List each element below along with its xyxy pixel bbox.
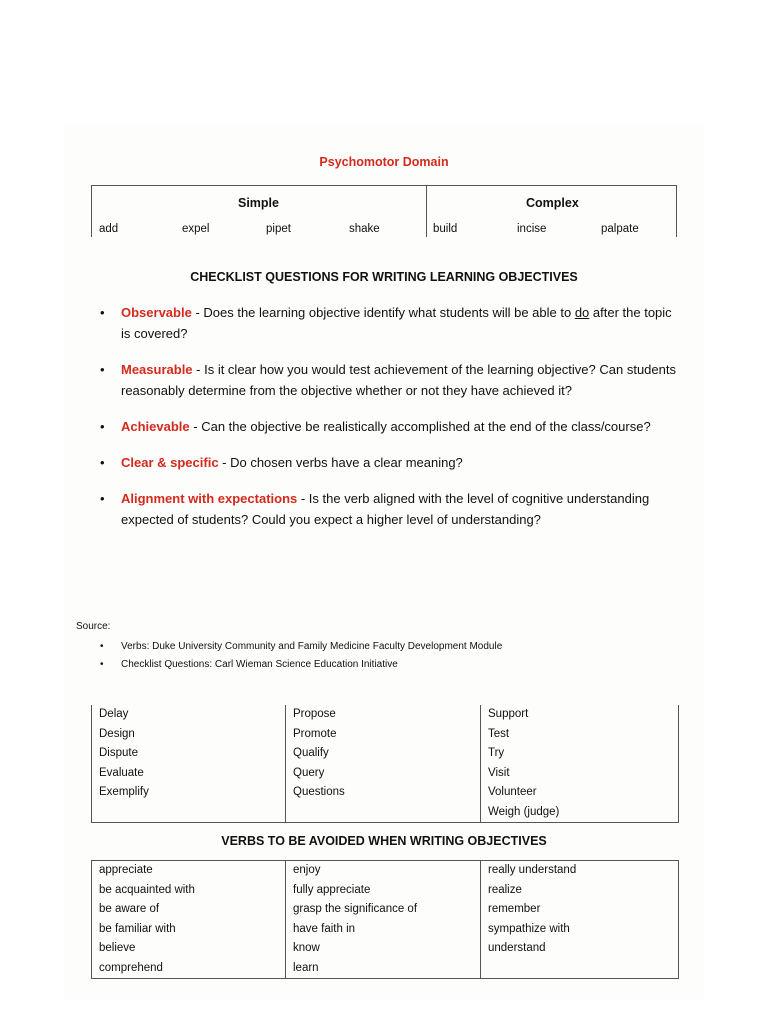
checklist-item [100,359,680,401]
table-row [92,725,679,745]
source-label: Source: [76,621,111,632]
table-cell: believe [92,939,286,959]
table-cell: realize [481,881,679,901]
table-row [92,900,679,920]
checklist-text: - Can the objective be realistically accomplished at the end of the class/course? [189,419,651,434]
table-cell: Exemplify [92,783,286,803]
table-cell: really understand [481,861,679,881]
bullet-icon: • [100,491,105,506]
checklist-text: - Does the learning objective identify what students will be able to [191,305,575,320]
checklist-text: after the topic is covered? [121,305,672,341]
avoid-table [91,860,679,979]
checklist-item [100,452,680,473]
table-cell: grasp the significance of [286,900,481,920]
table-cell: be acquainted with [92,881,286,901]
table-cell [92,803,286,823]
bullet-icon: • [100,641,104,652]
table-cell: Try [481,744,679,764]
complex-verb: build [433,223,458,235]
table-row [92,920,679,940]
table-cell: learn [286,959,481,979]
table-cell: appreciate [92,861,286,881]
table-row [92,803,679,823]
checklist-term: Achievable [121,419,190,434]
table-cell: be familiar with [92,920,286,940]
table-cell: know [286,939,481,959]
table-cell: Propose [286,705,481,725]
table-cell: be aware of [92,900,286,920]
table-cell: Support [481,705,679,725]
psychomotor-table [91,185,677,237]
checklist-term: Alignment with expectations [121,491,298,506]
complex-verb: palpate [601,223,639,235]
source-item [100,638,502,656]
table-cell: Test [481,725,679,745]
table-cell: Design [92,725,286,745]
table-cell [481,959,679,979]
underlined-word: do [574,305,590,320]
checklist-text: - Do chosen verbs have a clear meaning? [218,455,463,470]
simple-verb: add [99,223,119,235]
table-cell: Questions [286,783,481,803]
source-list [100,638,502,674]
simple-verb: pipet [266,223,291,235]
checklist-term: Observable [121,305,192,320]
table-row [92,881,679,901]
checklist-term: Measurable [121,362,193,377]
table-cell: fully appreciate [286,881,481,901]
checklist-title: CHECKLIST QUESTIONS FOR WRITING LEARNING OBJECTIVES [190,270,578,284]
bullet-icon: • [100,362,105,377]
table-row [92,705,679,725]
simple-verb: shake [349,223,380,235]
verbs-table [91,705,679,823]
table-row [92,744,679,764]
table-cell: remember [481,900,679,920]
table-cell: enjoy [286,861,481,881]
table-cell: Evaluate [92,764,286,784]
checklist-item [100,302,680,344]
table-row [92,939,679,959]
table-cell: Dispute [92,744,286,764]
table-row [92,783,679,803]
column-divider [426,186,427,237]
simple-header: Simple [238,196,279,210]
table-cell: sympathize with [481,920,679,940]
table-row [92,861,679,881]
table-cell [286,803,481,823]
table-cell: Query [286,764,481,784]
bullet-icon: • [100,455,105,470]
source-text: Verbs: Duke University Community and Family Medicine Faculty Development Module [121,641,503,652]
source-text: Checklist Questions: Carl Wieman Science Education Initiative [121,659,398,670]
table-cell: Qualify [286,744,481,764]
table-row [92,959,679,979]
checklist-text: - Is the verb aligned with the level of cognitive understanding expected of students? Could you expect a higher level of understanding? [121,491,650,527]
simple-verb: expel [182,223,210,235]
complex-verb: incise [517,223,547,235]
table-cell: understand [481,939,679,959]
bullet-icon: • [100,419,105,434]
table-row [92,764,679,784]
table-cell: Weigh (judge) [481,803,679,823]
bullet-icon: • [100,305,105,320]
checklist-item [100,488,680,530]
avoid-title: VERBS TO BE AVOIDED WHEN WRITING OBJECTIVES [221,834,547,848]
table-cell: have faith in [286,920,481,940]
table-cell: Delay [92,705,286,725]
checklist-term: Clear & specific [121,455,219,470]
table-cell: Visit [481,764,679,784]
bullet-icon: • [100,659,104,670]
checklist-text: - Is it clear how you would test achievement of the learning objective? Can students reasonably determine from the objective whether or not they have achieved it? [121,362,676,398]
table-cell: Volunteer [481,783,679,803]
source-item [100,656,502,674]
table-cell: comprehend [92,959,286,979]
psychomotor-title: Psychomotor Domain [319,155,449,169]
complex-header: Complex [526,196,579,210]
checklist-item [100,416,680,437]
table-cell: Promote [286,725,481,745]
checklist [100,302,680,545]
